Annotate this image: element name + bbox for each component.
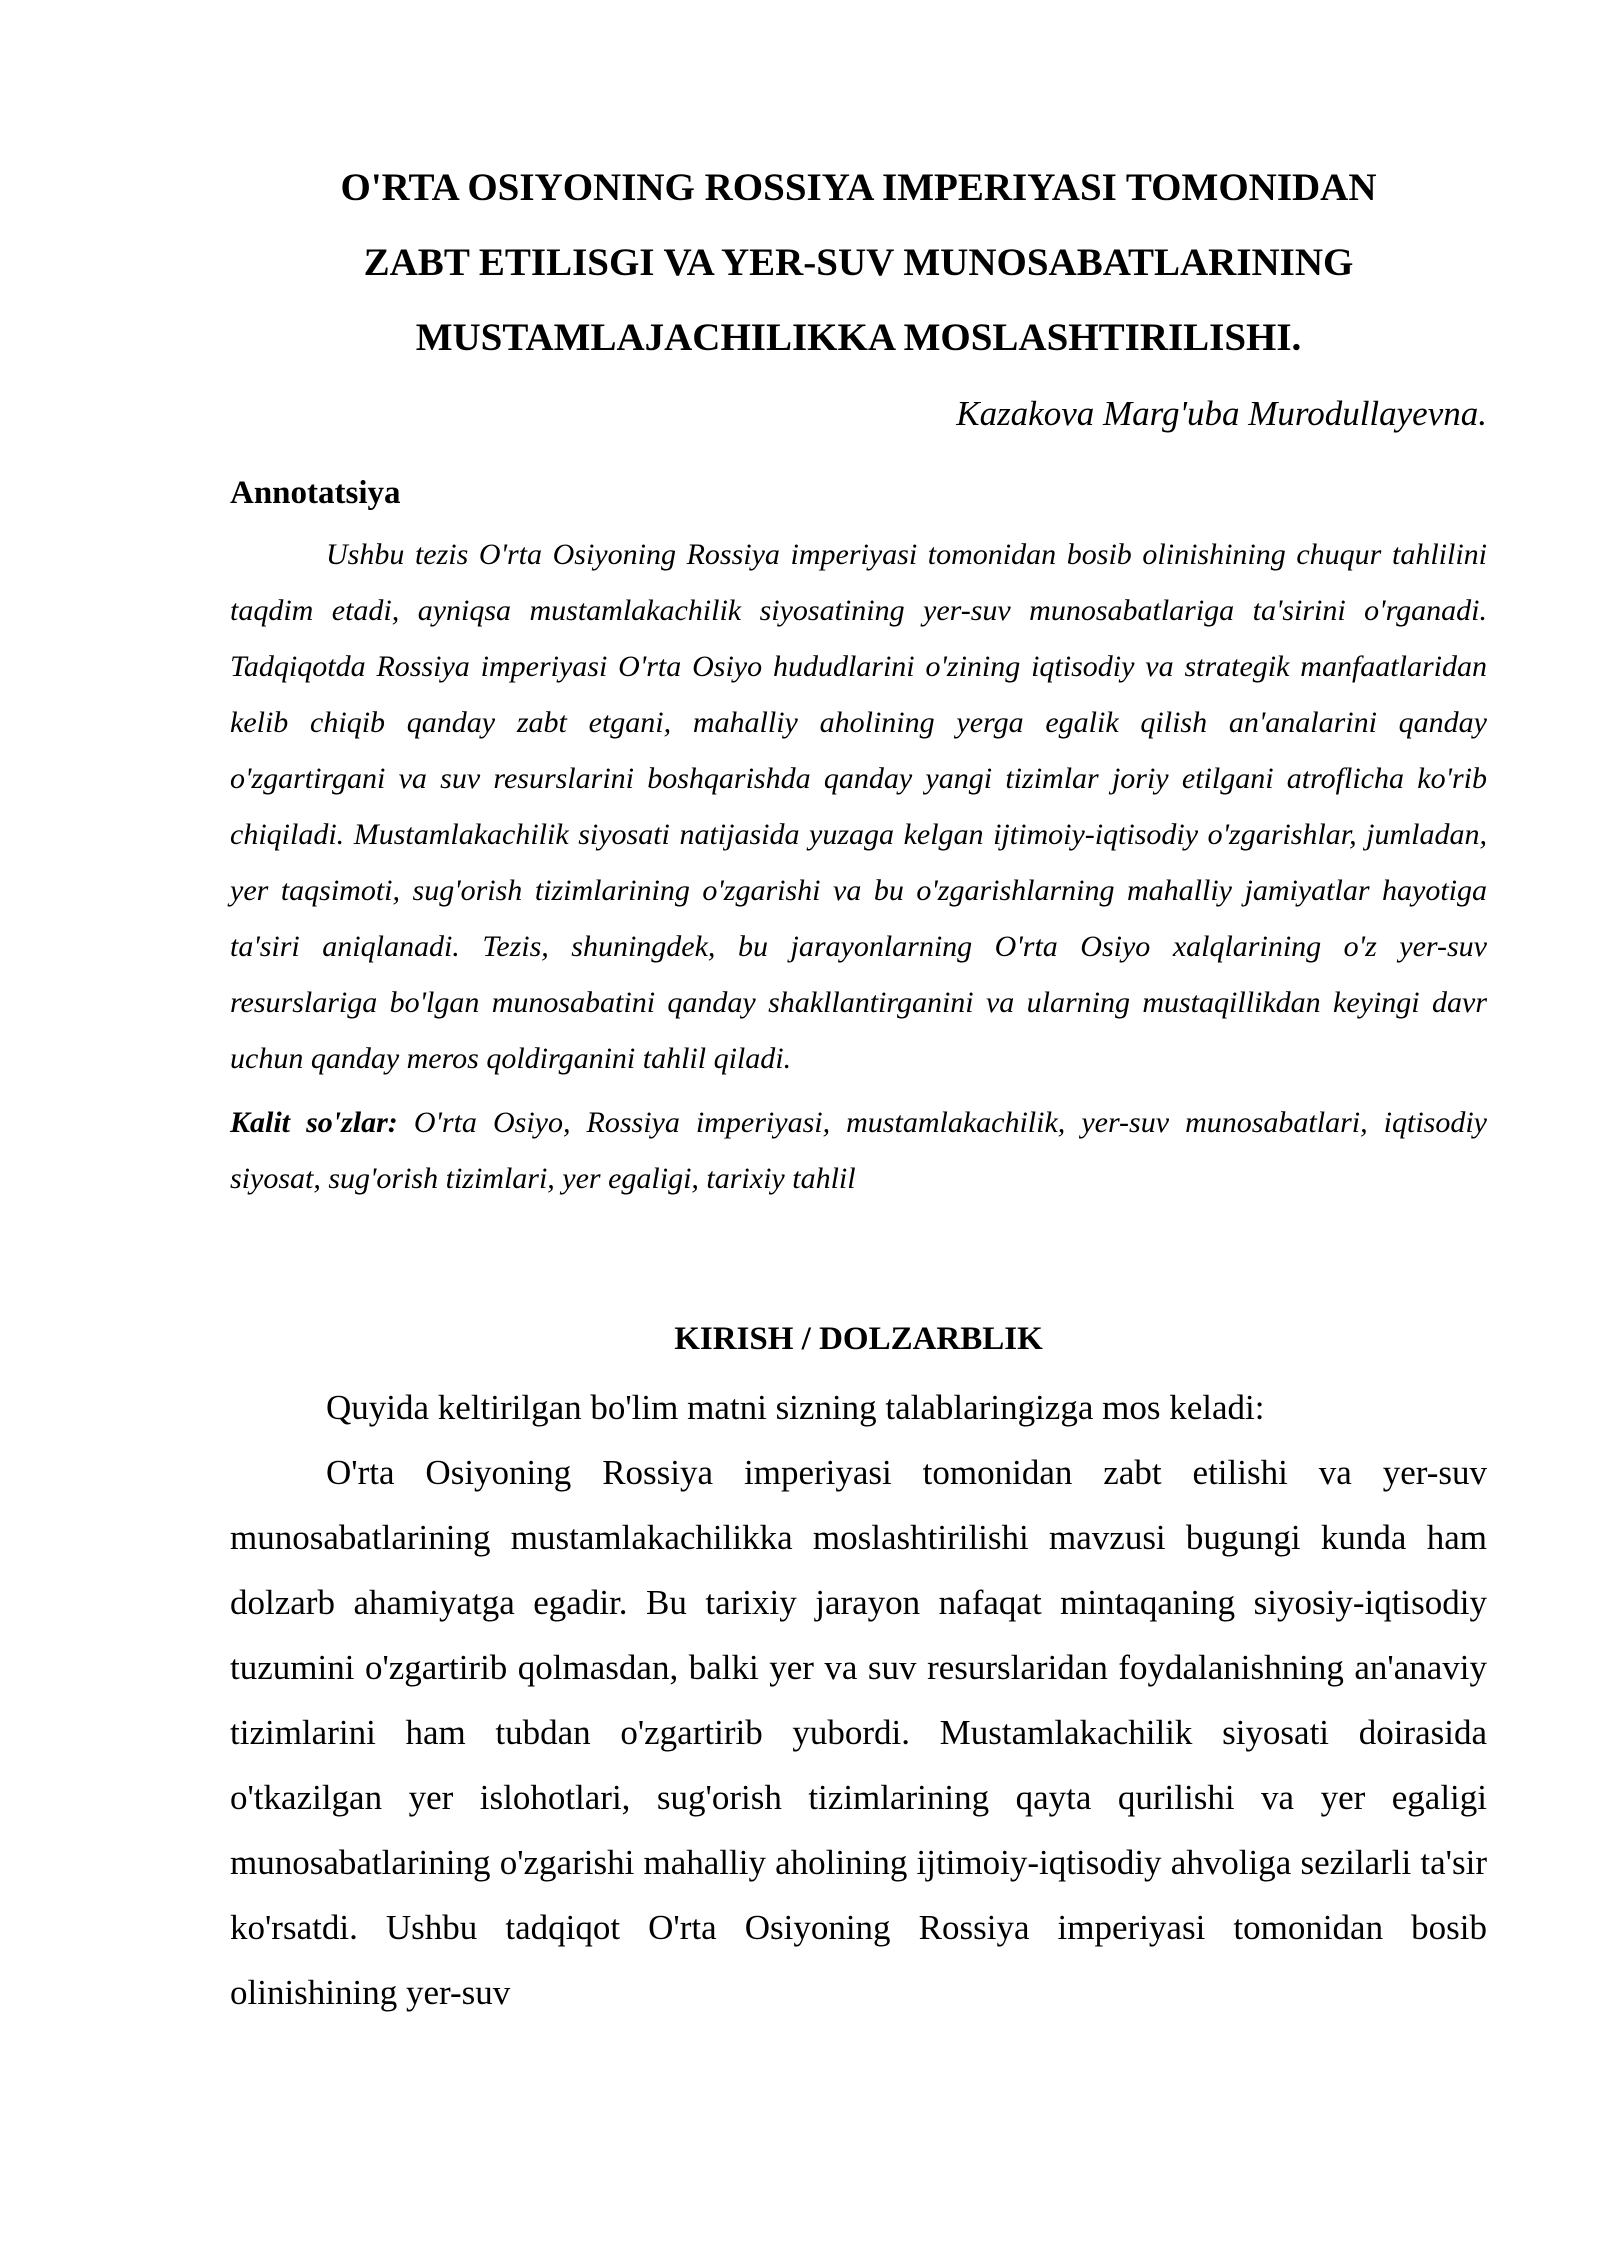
paper-page xyxy=(230,150,1487,2025)
abstract-heading: Annotatsiya xyxy=(230,475,401,511)
intro-heading: KIRISH / DOLZARBLIK xyxy=(674,1321,1043,1357)
author-name: Kazakova Marg'uba Murodullayevna. xyxy=(956,394,1487,433)
intro-paragraph: Quyida keltirilgan bo'lim matni sizning talablaringizga mos keladi: xyxy=(326,1388,1265,1427)
paper-title-line: MUSTAMLAJACHILIKKA MOSLASHTIRILISHI. xyxy=(415,316,1302,359)
keywords-label: Kalit so'zlar: xyxy=(230,1106,398,1139)
keywords-list: O'rta Osiyo, Rossiya imperiyasi, mustamlakachilik, yer-suv munosabatlari, iqtisodiy siyosat, sug'orish tizimlari, yer egaligi, tarixiy tahlil xyxy=(230,1106,1487,1195)
paper-title-line: ZABT ETILISGI VA YER-SUV MUNOSABATLARINING xyxy=(363,241,1354,284)
intro-paragraph: O'rta Osiyoning Rossiya imperiyasi tomonidan zabt etilishi va yer-suv munosabatlarining mustamlakachilikka moslashtirilishi mavzusi bugungi kunda ham dolzarb ahamiyatga egadir. Bu tarixiy jarayon nafaqat mintaqaning siyosiy-iqtisodiy tuzumini o'zgartirib qolmasdan, balki yer va suv resurslaridan foydalanishning an'anaviy tizimlarini ham tubdan o'zgartirib yubordi. Mustamlakachilik siyosati doirasida o'tkazilgan yer islohotlari, sug'orish tizimlarining qayta qurilishi va yer egaligi munosabatlarining o'zgarishi mahalliy aholining ijtimoiy-iqtisodiy ahvoliga sezilarli ta'sir ko'rsatdi. Ushbu tadqiqot O'rta Osiyoning Rossiya imperiyasi tomonidan bosib olinishining yer-suv xyxy=(230,1453,1487,2012)
abstract-text: Ushbu tezis O'rta Osiyoning Rossiya imperiyasi tomonidan bosib olinishining chuqur tahlilini taqdim etadi, ayniqsa mustamlakachilik siyosatining yer-suv munosabatlariga ta'sirini o'rganadi. Tadqiqotda Rossiya imperiyasi O'rta Osiyo hududlarini o'zining iqtisodiy va strategik manfaatlaridan kelib chiqib qanday zabt etgani, mahalliy aholining yerga egalik qilish an'analarini qanday o'zgartirgani va suv resurslarini boshqarishda qanday yangi tizimlar joriy etilgani atroflicha ko'rib chiqiladi. Mustamlakachilik siyosati natijasida yuzaga kelgan ijtimoiy-iqtisodiy o'zgarishlar, jumladan, yer taqsimoti, sug'orish tizimlarining o'zgarishi va bu o'zgarishlarning mahalliy jamiyatlar hayotiga ta'siri aniqlanadi. Tezis, shuningdek, bu jarayonlarning O'rta Osiyo xalqlarining o'z yer-suv resurslariga bo'lgan munosabatini qanday shakllantirganini va ularning mustaqillikdan keyingi davr uchun qanday meros qoldirganini tahlil qiladi. xyxy=(230,538,1487,1075)
paper-title-line: O'RTA OSIYONING ROSSIYA IMPERIYASI TOMONIDAN xyxy=(340,166,1377,209)
paper-title xyxy=(230,150,1487,375)
keywords-paragraph xyxy=(230,1095,1487,1207)
